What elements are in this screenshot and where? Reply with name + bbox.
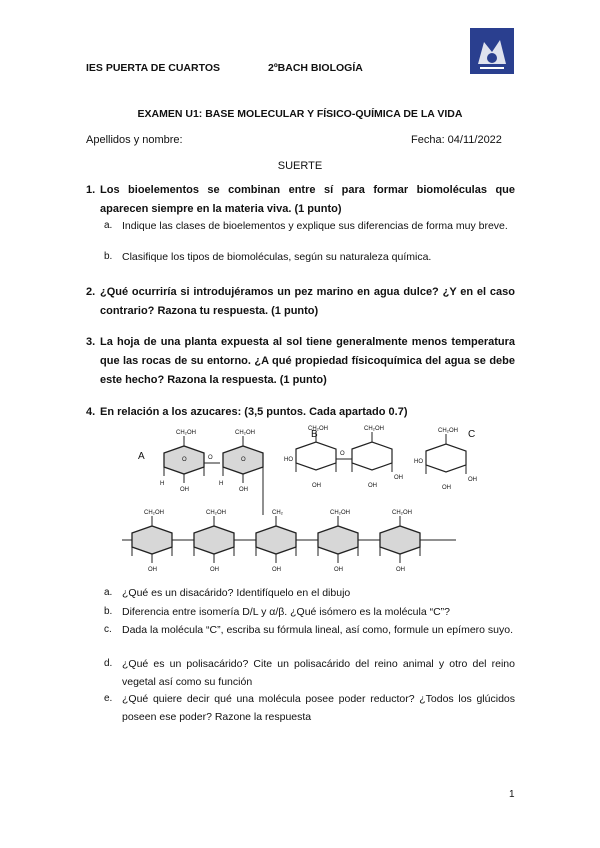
svg-text:O: O bbox=[340, 451, 345, 457]
figure-label-a: A bbox=[138, 451, 145, 462]
school-name: IES PUERTA DE CUARTOS bbox=[86, 62, 220, 74]
svg-text:OH: OH bbox=[272, 567, 281, 573]
svg-text:HO: HO bbox=[414, 459, 423, 465]
q1b-label: b. bbox=[104, 251, 113, 262]
svg-text:CH₂OH: CH₂OH bbox=[144, 510, 164, 516]
q1a-label: a. bbox=[104, 220, 113, 231]
svg-text:CH₂OH: CH₂OH bbox=[330, 510, 350, 516]
exam-title: EXAMEN U1: BASE MOLECULAR Y FÍSICO-QUÍMICA DE LA VIDA bbox=[137, 108, 463, 120]
svg-text:HO: HO bbox=[284, 457, 293, 463]
q4-number: 4. bbox=[86, 406, 96, 418]
svg-text:OH: OH bbox=[442, 485, 451, 491]
q4c-text: Dada la molécula “C”, escriba su fórmula lineal, así como, formule un epímero suyo. bbox=[122, 624, 514, 636]
q2-text: ¿Qué ocurriría si introdujéramos un pez marino en agua dulce? ¿Y en el caso contrario? Razona tu respuesta. (1 punto) bbox=[100, 286, 515, 317]
svg-text:O: O bbox=[182, 457, 187, 463]
school-crest-logo bbox=[470, 28, 514, 74]
svg-text:OH: OH bbox=[396, 567, 405, 573]
q4-text: En relación a los azucares: (3,5 puntos. Cada apartado 0.7) bbox=[100, 406, 408, 418]
luck-text: SUERTE bbox=[277, 160, 323, 172]
svg-text:OH: OH bbox=[148, 567, 157, 573]
svg-text:OH: OH bbox=[368, 483, 377, 489]
q4c-label: c. bbox=[104, 624, 112, 635]
svg-text:H: H bbox=[160, 481, 165, 487]
q1-text: Los bioelementos se combinan entre sí para formar biomoléculas que aparecen siempre en la materia viva. (1 punto) bbox=[100, 184, 515, 215]
svg-text:CH₂OH: CH₂OH bbox=[308, 426, 328, 432]
q3-number: 3. bbox=[86, 336, 96, 348]
svg-text:CH₂OH: CH₂OH bbox=[206, 510, 226, 516]
q1b-text: Clasifique los tipos de biomoléculas, según su naturaleza química. bbox=[122, 251, 432, 263]
q1a-text: Indique las clases de bioelementos y explique sus diferencias de forma muy breve. bbox=[122, 220, 508, 232]
q1-number: 1. bbox=[86, 184, 96, 196]
q2-number: 2. bbox=[86, 286, 96, 298]
svg-text:CH₂OH: CH₂OH bbox=[438, 428, 458, 434]
svg-text:OH: OH bbox=[468, 477, 477, 483]
q3-text: La hoja de una planta expuesta al sol tiene generalmente menos temperatura que las rocas de su entorno. ¿A qué propiedad físicoquímica del agua se debe este hecho? Razona la respuesta. (1 punto) bbox=[100, 336, 515, 386]
name-label: Apellidos y nombre: bbox=[86, 134, 183, 146]
q4b-label: b. bbox=[104, 606, 113, 617]
q4d-text: ¿Qué es un polisacárido? Cite un polisacárido del reino animal y otro del reino vegetal así como su función bbox=[122, 658, 515, 688]
svg-text:CH₂OH: CH₂OH bbox=[176, 430, 196, 436]
glycosidic-o: O bbox=[208, 455, 213, 461]
q4b-text: Diferencia entre isomería D/L y α/β. ¿Qué isómero es la molécula “C”? bbox=[122, 606, 451, 618]
svg-text:H: H bbox=[219, 481, 224, 487]
svg-text:CH₂OH: CH₂OH bbox=[235, 430, 255, 436]
page-number: 1 bbox=[509, 789, 515, 800]
date-label: Fecha: 04/11/2022 bbox=[411, 134, 502, 146]
figure-label-b: B bbox=[311, 429, 318, 440]
svg-text:CH₂OH: CH₂OH bbox=[392, 510, 412, 516]
q4a-label: a. bbox=[104, 587, 113, 598]
svg-text:OH: OH bbox=[334, 567, 343, 573]
svg-text:OH: OH bbox=[394, 475, 403, 481]
svg-text:OH: OH bbox=[180, 487, 189, 493]
sugar-structures-figure bbox=[118, 425, 478, 575]
crest-icon bbox=[470, 28, 514, 74]
course-name: 2ºBACH BIOLOGÍA bbox=[268, 62, 363, 74]
svg-text:O: O bbox=[241, 457, 246, 463]
q4d-label: d. bbox=[104, 658, 113, 669]
svg-text:OH: OH bbox=[210, 567, 219, 573]
q4e-text: ¿Qué quiere decir qué una molécula posee poder reductor? ¿Todos los glúcidos poseen ese poder? Razone la respuesta bbox=[122, 693, 515, 723]
q4a-text: ¿Qué es un disacárido? Identifíquelo en el dibujo bbox=[122, 587, 351, 599]
svg-text:OH: OH bbox=[312, 483, 321, 489]
svg-text:CH₂: CH₂ bbox=[272, 510, 283, 516]
figure-label-c: C bbox=[468, 429, 476, 440]
q4e-label: e. bbox=[104, 693, 113, 704]
svg-text:CH₂OH: CH₂OH bbox=[364, 426, 384, 432]
svg-text:OH: OH bbox=[239, 487, 248, 493]
